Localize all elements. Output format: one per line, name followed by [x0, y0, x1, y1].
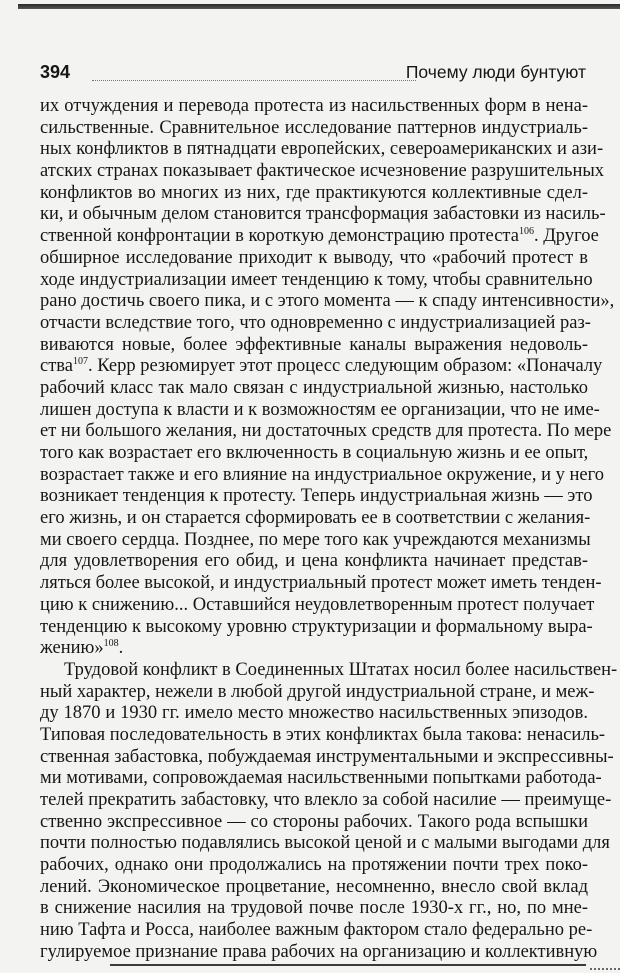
paragraph — [40, 96, 615, 660]
text-line: ду 1870 и 1930 гг. имело место множество насильственных эпизодов. — [40, 703, 588, 724]
text-line: лишен доступа к власти и к возможностям ее организации, что не име- — [40, 399, 600, 420]
text-line: сильственные. Сравнительное исследование паттернов индустриаль- — [40, 117, 588, 138]
text-line: возникает тенденция к протесту. Теперь индустриальная жизнь — это — [40, 486, 593, 507]
text-line: рано достичь своего пика, и с этого момента — к спаду интенсивности», — [40, 291, 615, 312]
bottom-rule — [110, 964, 586, 966]
text-line: того как возрастает его включенность в социальную жизнь и ее опыт, — [40, 443, 589, 463]
text-line: ки, и обычным делом становится трансформация забастовки из насиль- — [40, 204, 606, 225]
text-line: ный характер, нежели в любой другой индустриальной стране, и меж- — [40, 681, 595, 702]
text-line: Трудовой конфликт в Соединенных Штатах носил более насильствен- — [64, 659, 618, 680]
paragraph — [40, 659, 618, 964]
running-title: Почему люди бунтуют — [405, 62, 586, 82]
text-line: рабочих, однако они продолжались на протяжении почти трех поко- — [40, 855, 588, 876]
top-border-rule — [18, 4, 620, 9]
text-line: ми мотивами, сопровождаемая насильственными попытками работода- — [40, 768, 602, 789]
text-line: гулируемое признание права рабочих на организацию и коллективную — [40, 941, 598, 962]
footnote-ref: 107 — [73, 356, 88, 368]
text-line: цию к снижению... Оставшийся неудовлетворенным протест получает — [40, 594, 595, 615]
page-number: 394 — [40, 62, 71, 82]
text-line: ственно экспрессивное — со стороны рабочих. Такого рода вспышки — [40, 811, 588, 832]
text-line: ственной конфронтации в короткую демонстрацию протеста$^{106}$. Другое — [40, 226, 599, 247]
text-line: лений. Экономическое процветание, несомненно, внесло свой вклад — [40, 876, 588, 897]
text-line: атских странах показывает фактическое исчезновение разрушительных — [40, 161, 605, 182]
text-line: ляться более высокой, и индустриальный протест может иметь тенден- — [40, 573, 602, 594]
header-dotted-rule — [92, 80, 416, 81]
body-text — [40, 96, 618, 964]
text-line: отчасти вследствие того, что одновременно с индустриализацией раз- — [40, 312, 591, 333]
text-line: в снижение насилия на трудовой почве после 1930-х гг., но, по мне- — [40, 898, 588, 919]
text-line: тенденцию к высокому уровню структуризации и формальному выра- — [40, 616, 593, 637]
text-line: виваются новые, более эффективные каналы выражения недоволь- — [40, 334, 588, 355]
footnote-ref: 108 — [103, 638, 119, 650]
text-line: конфликтов во многих из них, где практикуются коллективные сдел- — [40, 182, 588, 203]
footnote-ref: 106 — [518, 226, 534, 238]
text-line: жению»$^{108}$. — [40, 638, 124, 659]
text-line: ственная забастовка, побуждаемая инструментальными и экспрессивны- — [40, 746, 614, 767]
text-line: обширное исследование приходит к выводу, что «рабочий протест в — [40, 247, 588, 268]
text-line: возрастает также и его влияние на индустриальное окружение, и у него — [40, 464, 604, 485]
text-line: ходе индустриализации имеет тенденцию к тому, чтобы сравнительно — [40, 269, 593, 290]
text-line: нию Тафта и Росса, наиболее важным фактором стало федерально ре- — [40, 920, 593, 941]
bottom-scan-mark — [590, 958, 620, 970]
text-line: ми своего сердца. Позднее, по мере того как учреждаются механизмы — [40, 529, 591, 550]
text-line: его жизнь, и он старается сформировать ее в соответствии с желания- — [40, 508, 591, 529]
text-line: Типовая последовательность в этих конфликтах была такова: ненасиль- — [40, 724, 606, 745]
text-line: телей прекратить забастовку, что влекло за собой насилие — преимуще- — [40, 790, 612, 810]
text-line: почти полностью подавлялись высокой ценой и с малыми выгодами для — [40, 833, 610, 854]
text-line: их отчуждения и перевода протеста из насильственных форм в нена- — [40, 96, 588, 116]
text-line: ет ни большого желания, ни достаточных средств для протеста. По мере — [40, 421, 612, 442]
text-line: ных конфликтов в пятнадцати европейских, североамериканских и ази- — [40, 139, 604, 160]
text-line: ства$^{107}$. Керр резюмирует этот процесс следующим образом: «Поначалу — [40, 356, 603, 377]
text-line: рабочий класс так мало связан с индустриальной жизнью, настолько — [40, 377, 588, 398]
text-line: для удовлетворения его обид, и цена конфликта начинает представ- — [40, 551, 588, 572]
page-header — [40, 60, 586, 84]
